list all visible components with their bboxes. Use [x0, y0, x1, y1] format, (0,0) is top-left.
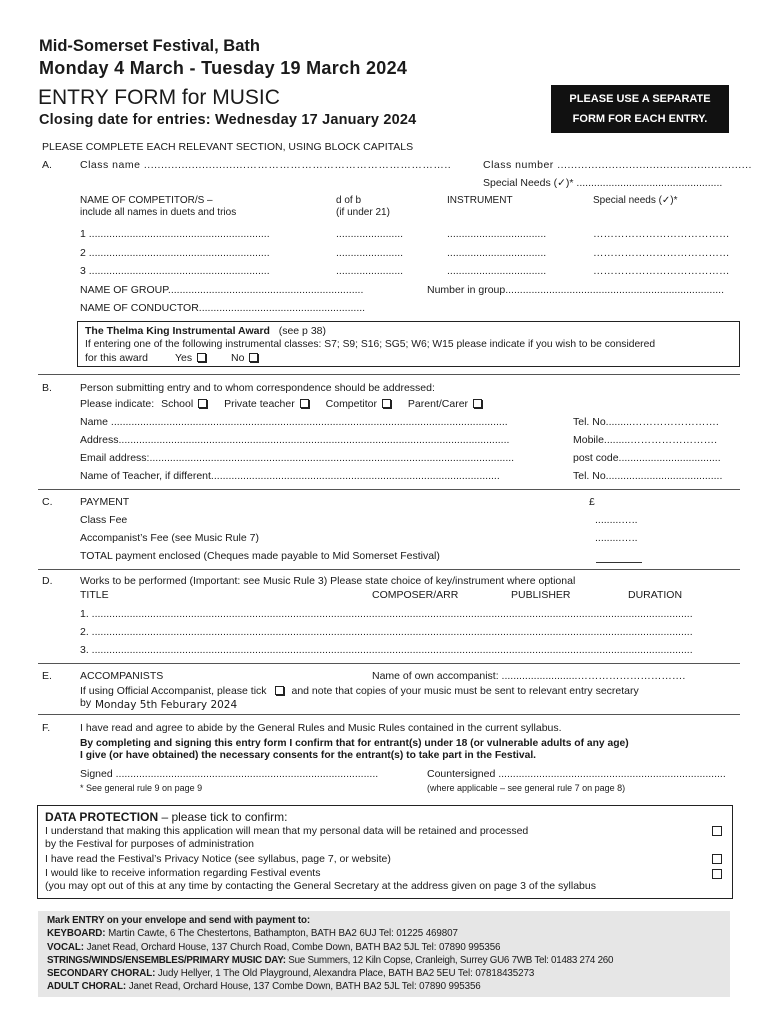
dob-column-sub: (if under 21) — [336, 207, 390, 218]
instrument-row-2[interactable]: .................................. — [447, 247, 547, 259]
work-row-2[interactable]: 2. .............................................................................................................................................................................................................. — [80, 626, 693, 638]
dp-item-1-line-2: by the Festival for purposes of administration — [45, 838, 254, 850]
competitor-label: Competitor — [325, 398, 377, 410]
total-payment-label: TOTAL payment enclosed (Cheques made payable to Mid Somerset Festival) — [80, 550, 440, 562]
section-f-letter: F. — [42, 722, 51, 734]
class-fee-label: Class Fee — [80, 514, 128, 526]
notice-line-2: FORM FOR EACH ENTRY. — [572, 113, 708, 125]
dp-item-2-checkbox[interactable] — [712, 854, 722, 864]
competitor-row-1[interactable]: 1 .............................................................. — [80, 228, 270, 240]
dp-item-1-checkbox[interactable] — [712, 826, 722, 836]
payment-heading: PAYMENT — [80, 496, 130, 508]
festival-name: Mid-Somerset Festival, Bath — [39, 37, 260, 55]
title-column-header: TITLE — [80, 589, 109, 601]
teacher-name-field[interactable]: Name of Teacher, if different................................................................................................... — [80, 470, 500, 482]
number-in-group-field[interactable]: Number in group........................................................................... — [427, 284, 724, 296]
dob-row-1[interactable]: ....................... — [336, 228, 404, 240]
deadline-by-label: by — [80, 697, 92, 709]
section-e-letter: E. — [42, 670, 52, 682]
correspondence-intro: Person submitting entry and to whom correspondence should be addressed: — [80, 382, 435, 394]
dob-row-2[interactable]: ....................... — [336, 247, 404, 259]
tel-field[interactable]: Tel. No.........……………………. — [573, 416, 719, 428]
dp-item-3 — [45, 867, 596, 893]
divider-d-e — [38, 663, 740, 664]
consent-line-1: By completing and signing this entry form I confirm that for entrant(s) under 18 (or vulnerable adults of any age) — [80, 738, 629, 749]
mailing-addresses — [38, 911, 730, 997]
award-heading — [85, 325, 326, 337]
dob-column-label: d of b — [336, 195, 362, 206]
award-no-checkbox[interactable] — [249, 353, 258, 362]
countersigned-note: (where applicable – see general rule 7 on page 8) — [427, 783, 626, 793]
signed-note: * See general rule 9 on page 9 — [80, 783, 203, 793]
official-accompanist-label: If using Official Accompanist, please tick — [80, 685, 267, 697]
work-row-3[interactable]: 3. .............................................................................................................................................................................................................. — [80, 644, 693, 656]
submitter-name-field[interactable]: Name ........................................................................................................................................ — [80, 416, 508, 428]
competitor-column-header — [80, 195, 236, 219]
award-title: The Thelma King Instrumental Award — [85, 325, 270, 337]
currency-symbol: £ — [589, 496, 595, 508]
works-intro: Works to be performed (Important: see Music Rule 3) Please state choice of key/instrument where optional — [80, 575, 576, 587]
instructions: PLEASE COMPLETE EACH RELEVANT SECTION, USING BLOCK CAPITALS — [42, 141, 414, 153]
divider-e-f — [38, 714, 740, 715]
class-name-field[interactable]: Class name ..............................……………………………………………….. — [80, 159, 452, 171]
official-accompanist-note: and note that copies of your music must be sent to relevant entry secretary — [291, 685, 639, 697]
dob-column-header — [336, 195, 390, 219]
accompanist-fee-label: Accompanist’s Fee (see Music Rule 7) — [80, 532, 259, 544]
divider-c-d — [38, 569, 740, 570]
signed-field[interactable]: Signed .......................................................................................... — [80, 768, 379, 780]
private-teacher-checkbox[interactable] — [300, 399, 309, 408]
private-teacher-label: Private teacher — [224, 398, 295, 410]
total-payment-field[interactable] — [596, 562, 642, 563]
duration-column-header: DURATION — [628, 589, 683, 601]
teacher-tel-field[interactable]: Tel. No........................................ — [573, 470, 723, 482]
strings-address: STRINGS/WINDS/ENSEMBLES/PRIMARY MUSIC DAY: Sue Summers, 12 Kiln Copse, Cranleigh, Surrey GU6 7WB Tel: 01483 274 260 — [47, 954, 614, 966]
official-accompanist-checkbox[interactable] — [275, 686, 284, 695]
official-accompanist-row — [80, 685, 639, 697]
class-fee-field[interactable]: .........….. — [595, 514, 638, 526]
award-choice-row — [85, 352, 258, 364]
competitor-row-2[interactable]: 2 .............................................................. — [80, 247, 270, 259]
accompanist-fee-field[interactable]: .........….. — [595, 532, 638, 544]
section-b-letter: B. — [42, 382, 52, 394]
own-accompanist-field[interactable]: Name of own accompanist: ..........................…………………………. — [372, 670, 686, 682]
section-c-letter: C. — [42, 496, 53, 508]
school-label: School — [161, 398, 194, 410]
vocal-address: VOCAL: Janet Read, Orchard House, 137 Church Road, Combe Down, BATH BA2 5JL Tel: 07890 995356 — [47, 941, 501, 953]
data-protection-subtitle: – please tick to confirm: — [161, 810, 288, 824]
award-yes-label: Yes — [174, 352, 193, 364]
award-prompt: for this award — [85, 352, 149, 364]
group-name-field[interactable]: NAME OF GROUP................................................................... — [80, 284, 364, 296]
class-number-field[interactable]: Class number ......................................................... — [483, 159, 752, 171]
special-row-3[interactable]: ………………………………… — [593, 265, 730, 277]
email-field[interactable]: Email address:............................................................................................................................. — [80, 452, 515, 464]
conductor-field[interactable]: NAME OF CONDUCTOR......................................................... — [80, 302, 366, 314]
dob-row-3[interactable]: ....................... — [336, 265, 404, 277]
school-checkbox[interactable] — [198, 399, 207, 408]
special-row-2[interactable]: ………………………………… — [593, 247, 730, 259]
rules-agreement: I have read and agree to abide by the General Rules and Music Rules contained in the current syllabus. — [80, 722, 562, 734]
notice-line-1: PLEASE USE A SEPARATE — [569, 93, 711, 105]
divider-b-c — [38, 489, 740, 490]
postcode-field[interactable]: post code................................... — [573, 452, 721, 464]
award-ref: (see p 38) — [278, 325, 326, 337]
dp-item-3-checkbox[interactable] — [712, 869, 722, 879]
divider-a-b — [38, 374, 740, 375]
adult-choral-address: ADULT CHORAL: Janet Read, Orchard House, 137 Combe Down, BATH BA2 5JL Tel: 07890 995356 — [47, 981, 481, 993]
parent-carer-checkbox[interactable] — [473, 399, 482, 408]
award-yes-checkbox[interactable] — [197, 353, 206, 362]
publisher-column-header: PUBLISHER — [511, 589, 571, 601]
section-a-letter: A. — [42, 159, 52, 171]
parent-carer-label: Parent/Carer — [407, 398, 469, 410]
competitor-row-3[interactable]: 3 .............................................................. — [80, 265, 270, 277]
consent-line-2: I give (or have obtained) the necessary consents for the entrant(s) to take part in the Festival. — [80, 750, 537, 761]
keyboard-address: KEYBOARD: Martin Cawte, 6 The Chestertons, Bathampton, BATH BA2 6UJ Tel: 01225 469807 — [47, 928, 458, 940]
dp-item-1-line-1: I understand that making this application will mean that my personal data will be retained and processed — [45, 825, 529, 837]
form-title: ENTRY FORM for MUSIC — [38, 86, 280, 109]
competitor-column-sub: include all names in duets and trios — [80, 207, 237, 218]
submitter-type-row — [80, 398, 482, 410]
dp-item-2: I have read the Festival’s Privacy Notice (see syllabus, page 7, or website) — [45, 853, 391, 865]
competitor-checkbox[interactable] — [382, 399, 391, 408]
deadline-date: Monday 5th Feburary 2024 — [95, 699, 238, 711]
dp-item-3-line-1: I would like to receive information regarding Festival events — [45, 867, 321, 879]
section-d-letter: D. — [42, 575, 53, 587]
mailing-instructions: Mark ENTRY on your envelope and send with payment to: — [47, 915, 311, 926]
accompanists-heading: ACCOMPANISTS — [80, 670, 164, 682]
dp-item-3-line-2: (you may opt out of this at any time by contacting the General Secretary at the address given on page 3 of the syllabus — [45, 880, 596, 892]
indicate-label: Please indicate: — [80, 398, 155, 410]
mobile-field[interactable]: Mobile.........……………………. — [573, 434, 718, 446]
special-needs-column-header: Special needs (✓)* — [593, 195, 678, 206]
countersigned-field[interactable]: Countersigned .............................................................................. — [427, 768, 726, 780]
composer-column-header: COMPOSER/ARR — [372, 589, 459, 601]
special-needs-field[interactable]: Special Needs (✓)* .................................................. — [483, 177, 723, 189]
award-text: If entering one of the following instrumental classes: S7; S9; S16; SG5; W6; W15 please indicate if you wish to be considered — [85, 339, 656, 350]
competitor-column-label: NAME OF COMPETITOR/S – — [80, 195, 213, 206]
instrument-row-1[interactable]: .................................. — [447, 228, 547, 240]
instrument-column-header: INSTRUMENT — [447, 195, 513, 206]
data-protection-heading — [45, 810, 288, 824]
secondary-choral-address: SECONDARY CHORAL: Judy Hellyer, 1 The Old Playground, Alexandra Place, BATH BA2 5EU Tel: 07818435273 — [47, 968, 535, 980]
address-field[interactable]: Address...................................................................................................................................... — [80, 434, 510, 446]
award-no-label: No — [231, 352, 245, 364]
separate-form-notice — [551, 85, 729, 133]
data-protection-title: DATA PROTECTION — [45, 810, 159, 824]
dp-item-1 — [45, 825, 528, 851]
work-row-1[interactable]: 1. .............................................................................................................................................................................................................. — [80, 608, 693, 620]
closing-date: Closing date for entries: Wednesday 17 January 2024 — [39, 112, 417, 128]
festival-dates: Monday 4 March - Tuesday 19 March 2024 — [39, 58, 408, 78]
special-row-1[interactable]: ………………………………… — [593, 228, 730, 240]
instrument-row-3[interactable]: .................................. — [447, 265, 547, 277]
